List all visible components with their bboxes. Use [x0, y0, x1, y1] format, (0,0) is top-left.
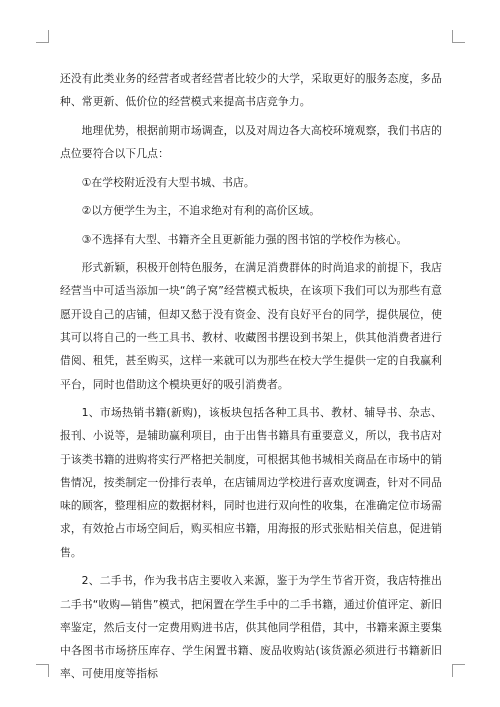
document-body	[60, 67, 442, 691]
paragraph-point-2: ②以方便学生为主，不追求绝对有利的高价区域。	[81, 204, 321, 218]
paragraph-point-3: ③不选择有大型、书籍齐全且更新能力强的图书馆的学校作为核心。	[81, 232, 408, 246]
crop-mark-bottom-left	[36, 664, 49, 677]
paragraph-novel-format: 形式新颖，积极开创特色服务，在满足消费群体的时尚追求的前提下，我店经营当中可适当添加一块“鸽子窝”经营模式板块，在该项下我们可以为那些有意愿开设自己的店铺，但却又愁于没有资金、没有良好平台的同学，提供展位，使其可以将自己的一些工具书、教材、收藏图书摆设到书架上，供其他消费者进行借阅、租凭，甚至购买，这样一来就可以为那些在校大学生提供一定的自我赢利平台，同时也借助这个模块更好的吸引消费者。	[60, 261, 442, 391]
paragraph-point-1: ①在学校附近没有大型书城、书店。	[81, 175, 255, 189]
paragraph-competitiveness: 还没有此类业务的经营者或者经营者比较少的大学，采取更好的服务态度，多品种、常更新、低价位的经营模式来提高书店竞争力。	[60, 72, 442, 109]
paragraph-second-hand-books: 2、二手书，作为我书店主要收入来源，鉴于为学生节省开资，我店特推出二手书“收购—销售”模式，把闲置在学生手中的二手书籍，通过价值评定、新旧率鉴定，然后支付一定费用购进书店，供其他同学租借，其中，书籍来源主要集中各图书市场挤压库存、学生闲置书籍、废品收购站(该货源必须进行书籍新旧率、可使用度等指标	[60, 574, 442, 681]
crop-mark-bottom-right	[452, 664, 465, 677]
crop-mark-top-left	[36, 30, 49, 43]
paragraph-hot-books: 1、市场热销书籍(新购)，该板块包括各种工具书、教材、辅导书、杂志、报刊、小说等，是辅助赢利项目，由于出售书籍具有重要意义，所以，我书店对于该类书籍的进购将实行严格把关制度，可根据其他书城相关商品在市场中的销售情况，按类制定一份排行表单，在店铺周边学校进行喜欢度调查，针对不同品味的顾客，整理相应的数据材料，同时也进行双向性的收集，在准确定位市场需求，有效抢占市场空间后，购买相应书籍，用海报的形式张贴相关信息，促进销售。	[60, 405, 442, 559]
crop-mark-top-right	[452, 30, 465, 43]
paragraph-location-advantage: 地理优势，根据前期市场调查，以及对周边各大高校环境观察，我们书店的点位要符合以下几点：	[60, 123, 442, 161]
